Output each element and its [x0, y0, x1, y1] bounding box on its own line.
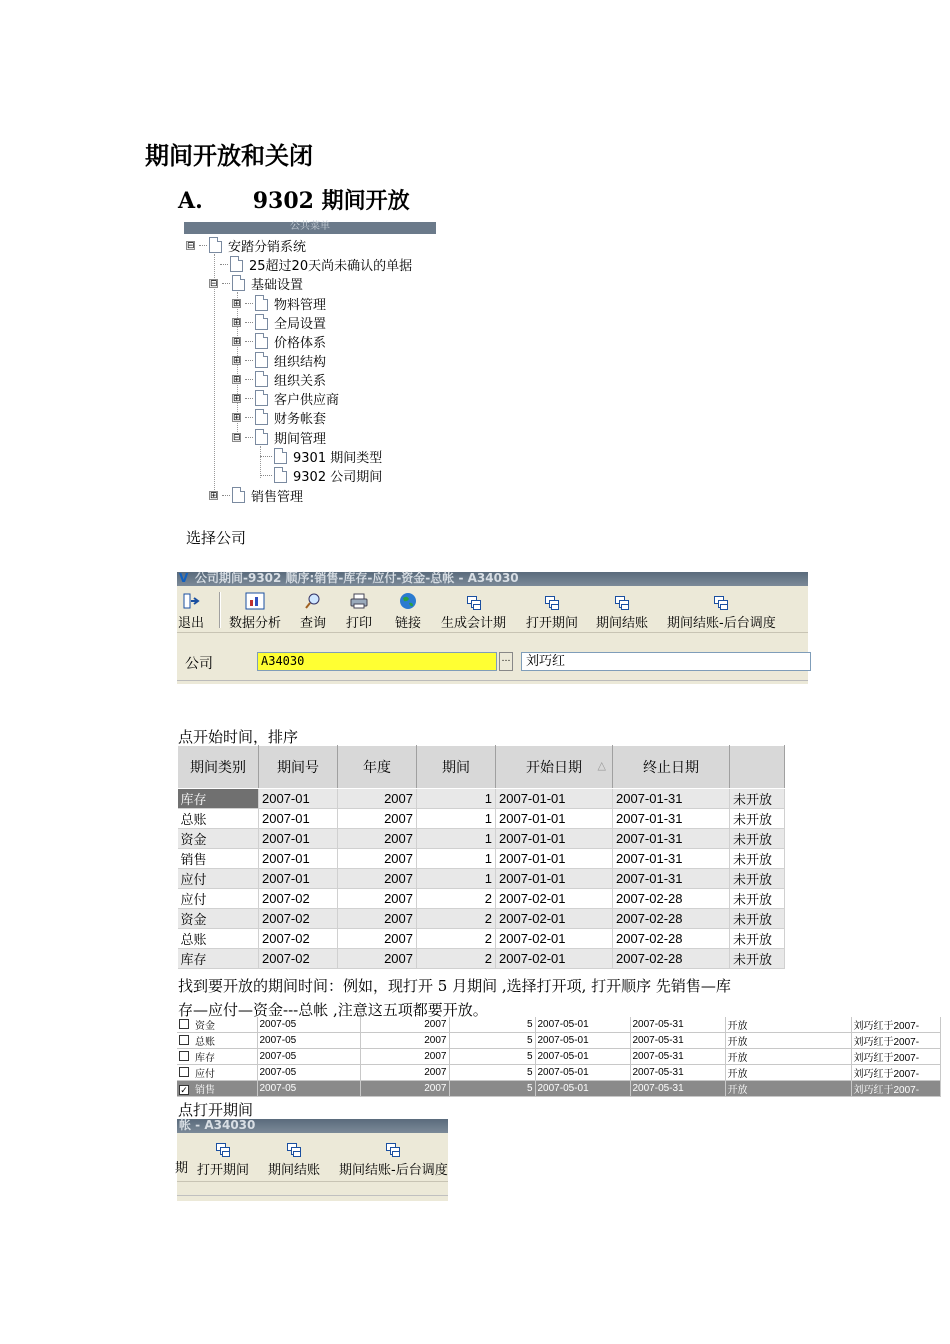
windows-icon: [545, 596, 559, 610]
table-cell: 5: [449, 1081, 535, 1097]
windows-icon: [467, 596, 481, 610]
company-label: 公司: [185, 656, 213, 672]
table-cell: 2007: [360, 1033, 449, 1049]
table-cell: 未开放: [730, 929, 785, 949]
tree-node-pending[interactable]: 25超过20天尚未确认的单据: [220, 255, 412, 273]
period-close-background-button[interactable]: 期间结账-后台调度: [667, 590, 776, 631]
row-checkbox[interactable]: [179, 1067, 189, 1077]
col-header-category[interactable]: 期间类别: [178, 746, 259, 789]
exit-button[interactable]: 退出: [178, 590, 204, 631]
table-cell: 资金: [178, 829, 259, 849]
table-cell-category: [177, 1065, 257, 1081]
table-cell: 2007-02-01: [496, 949, 613, 969]
table-row[interactable]: [177, 1065, 940, 1081]
table-cell: 库存: [178, 789, 259, 809]
table-cell: 2007-05-31: [630, 1081, 725, 1097]
period-close-background-button[interactable]: 期间结账-后台调度: [339, 1137, 448, 1178]
section-text: 9302 期间开放: [252, 188, 410, 214]
tree-node-root[interactable]: ⊟ 安踏分销系统: [186, 236, 306, 254]
table-cell: 应付: [178, 889, 259, 909]
table-cell: 2007-02-01: [496, 929, 613, 949]
table-row[interactable]: [177, 1081, 940, 1097]
document-icon: [230, 256, 243, 272]
open-period-table: [177, 1017, 941, 1097]
table-row[interactable]: [177, 1033, 940, 1049]
section-letter: A.: [178, 188, 203, 214]
company-name-field[interactable]: 刘巧红: [521, 652, 811, 671]
table-cell: 1: [417, 869, 496, 889]
table-cell: 2007-05-01: [535, 1081, 630, 1097]
table-cell: 2007-05: [257, 1081, 360, 1097]
windows-icon: [386, 1143, 400, 1157]
table-cell: 2007-05: [257, 1049, 360, 1065]
data-analysis-button[interactable]: 数据分析: [229, 590, 281, 631]
table-cell: 1: [417, 829, 496, 849]
document-icon: [255, 371, 268, 387]
table-cell: 2007-05-01: [535, 1049, 630, 1065]
expand-icon[interactable]: ⊞: [233, 374, 241, 385]
table-cell: 刘巧红于2007-: [851, 1065, 940, 1081]
tree-node-price[interactable]: ⊞ 价格体系: [232, 332, 326, 350]
tree-node-global[interactable]: ⊞ 全局设置: [232, 313, 326, 331]
table-cell: 总账: [178, 809, 259, 829]
row-checkbox[interactable]: [179, 1035, 189, 1045]
table-cell-text: 资金: [195, 1021, 215, 1032]
company-lookup-button[interactable]: …: [499, 652, 513, 671]
table-cell: 2007-01-31: [613, 789, 730, 809]
tree-node-customer[interactable]: ⊞ 客户供应商: [232, 389, 339, 407]
collapse-icon[interactable]: ⊟: [233, 432, 241, 443]
open-period-button[interactable]: 打开期间: [526, 590, 578, 631]
table-row[interactable]: [178, 809, 785, 829]
document-icon: [274, 467, 287, 483]
windows-icon: [216, 1143, 230, 1157]
chart-icon: [245, 592, 265, 610]
window-title-bar: V 公司期间-9302 顺序:销售-库存-应付-资金-总帐 - A34030: [177, 572, 808, 586]
table-row[interactable]: [177, 1049, 940, 1065]
exit-icon: [182, 592, 200, 610]
document-icon: [255, 429, 268, 445]
tree-node-basic-settings[interactable]: ⊟ 基础设置: [209, 274, 303, 292]
table-row[interactable]: [177, 1017, 940, 1033]
expand-icon[interactable]: ⊞: [233, 298, 241, 309]
document-icon: [255, 409, 268, 425]
table-cell: 2007-01-01: [496, 869, 613, 889]
tree-node-9301[interactable]: 9301 期间类型: [260, 447, 382, 465]
table-row[interactable]: [178, 909, 785, 929]
table-cell: 2007-02: [259, 929, 338, 949]
expand-icon[interactable]: ⊞: [233, 336, 241, 347]
table-cell: 总账: [178, 929, 259, 949]
section-title: [178, 184, 410, 215]
document-icon: [255, 314, 268, 330]
table-cell: 2007-01: [259, 789, 338, 809]
col-header-start-date[interactable]: 开始日期 △: [496, 746, 613, 789]
table-cell: 2007: [360, 1049, 449, 1065]
windows-icon: [615, 596, 629, 610]
period-window: [177, 572, 808, 684]
table-cell: 应付: [178, 869, 259, 889]
table-cell: 2007: [338, 929, 417, 949]
table-cell: 2007-05-31: [630, 1017, 725, 1033]
table-cell: 未开放: [730, 909, 785, 929]
document-icon: [255, 295, 268, 311]
expand-icon[interactable]: ⊞: [233, 412, 241, 423]
table-cell: 2007: [338, 829, 417, 849]
table-cell: 2007: [338, 809, 417, 829]
table-cell: 刘巧红于2007-: [851, 1033, 940, 1049]
table-cell: 刘巧红于2007-: [851, 1049, 940, 1065]
table-cell: 2007-05-31: [630, 1049, 725, 1065]
table-cell-category: [177, 1049, 257, 1065]
instruction-line-1: 找到要开放的期间时间：例如，现打开 5 月期间 ,选择打开项, 打开顺序 先销售—库: [178, 977, 731, 995]
document-icon: [232, 487, 245, 503]
col-header-end-date[interactable]: 终止日期: [613, 746, 730, 789]
table-cell: 销售: [178, 849, 259, 869]
col-header-period[interactable]: 期间: [417, 746, 496, 789]
print-button[interactable]: 打印: [346, 590, 372, 631]
table-cell: 2007-02-28: [613, 889, 730, 909]
table-cell: 2007-01-31: [613, 869, 730, 889]
table-cell: 2007: [338, 849, 417, 869]
table-cell-text: 库存: [195, 1053, 215, 1064]
table-cell: 2007-05: [257, 1017, 360, 1033]
table-row[interactable]: [178, 789, 785, 809]
toolbar: [177, 1133, 448, 1182]
table-cell: 开放: [725, 1017, 851, 1033]
tree-node-org-relation[interactable]: ⊞ 组织关系: [232, 370, 326, 388]
tree-node-material[interactable]: ⊞ 物料管理: [232, 294, 326, 312]
table-cell: 2007-01-31: [613, 829, 730, 849]
row-checkbox[interactable]: [179, 1019, 189, 1029]
period-close-button[interactable]: 期间结账: [268, 1137, 320, 1178]
period-table: [177, 745, 785, 969]
table-row[interactable]: [178, 829, 785, 849]
document-icon: [255, 333, 268, 349]
expand-icon[interactable]: ⊞: [210, 490, 218, 501]
table-cell: 未开放: [730, 889, 785, 909]
link-button[interactable]: 链接: [395, 590, 421, 631]
table-cell: 2007-05-31: [630, 1065, 725, 1081]
table-cell: 2007: [338, 869, 417, 889]
table-cell: 1: [417, 789, 496, 809]
table-row[interactable]: [178, 889, 785, 909]
table-cell: 2007-02: [259, 949, 338, 969]
table-cell-text: 总账: [195, 1037, 215, 1048]
table-cell: 2007-01: [259, 829, 338, 849]
table-cell: 2007-01-31: [613, 809, 730, 829]
row-checkbox[interactable]: ✓: [180, 1085, 188, 1095]
table-cell: 2007: [338, 949, 417, 969]
table-cell: 2007-02: [259, 889, 338, 909]
table-cell: 库存: [178, 949, 259, 969]
table-cell: 未开放: [730, 949, 785, 969]
table-row[interactable]: [178, 869, 785, 889]
table-cell-text: 销售: [195, 1085, 215, 1096]
table-cell-text: 应付: [195, 1069, 215, 1080]
document-icon: [274, 448, 287, 464]
table-cell: 2007-05-01: [535, 1065, 630, 1081]
company-row: [177, 647, 808, 675]
table-cell: 2007-01-01: [496, 809, 613, 829]
tree-node-9302[interactable]: 9302 公司期间: [260, 466, 382, 484]
document-icon: [255, 352, 268, 368]
document-icon: [232, 275, 245, 291]
windows-icon: [287, 1143, 301, 1157]
tree-node-org-structure[interactable]: ⊞ 组织结构: [232, 351, 326, 369]
table-cell: 刘巧红于2007-: [851, 1017, 940, 1033]
cropped-toolbar-window: [177, 1119, 448, 1201]
printer-icon: [349, 592, 369, 610]
caption-select-company: 选择公司: [186, 529, 247, 547]
table-cell: 2007-01-01: [496, 849, 613, 869]
table-cell: 5: [449, 1049, 535, 1065]
table-cell: 资金: [178, 909, 259, 929]
table-cell: 开放: [725, 1033, 851, 1049]
window-title-bar: 帐 - A34030: [177, 1119, 448, 1133]
open-period-button[interactable]: 打开期间: [197, 1137, 249, 1178]
table-cell: 2007: [338, 789, 417, 809]
table-cell: 2007-01-01: [496, 789, 613, 809]
expand-icon[interactable]: ⊞: [233, 393, 241, 404]
company-code-field[interactable]: A34030: [257, 652, 497, 671]
table-cell: 未开放: [730, 829, 785, 849]
table-cell: 5: [449, 1033, 535, 1049]
query-button[interactable]: 查询: [300, 590, 326, 631]
table-cell: 5: [449, 1065, 535, 1081]
table-cell: 2007-02-28: [613, 929, 730, 949]
table-cell: 开放: [725, 1049, 851, 1065]
table-cell: 开放: [725, 1081, 851, 1097]
globe-icon: [399, 592, 417, 610]
collapse-icon[interactable]: ⊟: [210, 278, 218, 289]
table-cell: 2007-05: [257, 1033, 360, 1049]
table-cell: 2007: [338, 909, 417, 929]
table-cell: 2007-02-28: [613, 949, 730, 969]
table-cell: 2007-01: [259, 809, 338, 829]
table-cell: 2: [417, 929, 496, 949]
table-cell: 2007: [338, 889, 417, 909]
table-cell: 2007-02-01: [496, 909, 613, 929]
generate-period-button[interactable]: 期: [175, 1161, 189, 1176]
table-cell: 2007-01: [259, 849, 338, 869]
expand-icon[interactable]: ⊞: [233, 355, 241, 366]
table-cell: 2007: [360, 1065, 449, 1081]
tree-node-sales[interactable]: ⊞ 销售管理: [209, 486, 303, 504]
table-cell: 刘巧红于2007-: [851, 1081, 940, 1097]
tree-node-finance[interactable]: ⊞ 财务帐套: [232, 408, 326, 426]
document-icon: [209, 237, 222, 253]
generate-period-button[interactable]: 生成会计期: [441, 590, 506, 631]
app-logo-icon: V: [179, 571, 189, 585]
table-cell: 2007-01-31: [613, 849, 730, 869]
page-title: 期间开放和关闭: [145, 141, 313, 170]
table-cell: 2007-05-01: [535, 1033, 630, 1049]
table-cell: 2007: [360, 1081, 449, 1097]
table-row[interactable]: [178, 929, 785, 949]
col-header-period-no[interactable]: 期间号: [259, 746, 338, 789]
table-cell: 1: [417, 849, 496, 869]
expand-icon[interactable]: ⊞: [233, 317, 241, 328]
collapse-icon[interactable]: ⊟: [187, 240, 195, 251]
table-header: [178, 746, 785, 789]
table-cell: 2007-02-28: [613, 909, 730, 929]
table-cell: 开放: [725, 1065, 851, 1081]
menu-tree: [184, 222, 436, 506]
table-cell: 5: [449, 1017, 535, 1033]
toolbar: [177, 586, 808, 633]
table-cell: 2007-02: [259, 909, 338, 929]
table-cell: 未开放: [730, 849, 785, 869]
table-cell: 2007-05: [257, 1065, 360, 1081]
table-cell: 未开放: [730, 869, 785, 889]
tree-node-period-mgmt[interactable]: ⊟ 期间管理: [232, 428, 326, 446]
table-cell: 2: [417, 909, 496, 929]
table-cell: 2007-05-01: [535, 1017, 630, 1033]
table-cell: 2: [417, 889, 496, 909]
search-icon: [304, 592, 322, 610]
table-cell-category: [177, 1033, 257, 1049]
windows-icon: [714, 596, 728, 610]
table-cell: 未开放: [730, 789, 785, 809]
table-cell: 未开放: [730, 809, 785, 829]
table-cell: 1: [417, 809, 496, 829]
tree-panel-title: 公共菜单: [184, 222, 436, 234]
table-cell: 2007-05-31: [630, 1033, 725, 1049]
table-cell: 2007: [360, 1017, 449, 1033]
table-cell: 2007-01: [259, 869, 338, 889]
caption-click-open: 点打开期间: [178, 1101, 254, 1119]
table-cell-category: [177, 1081, 257, 1097]
table-row[interactable]: [178, 949, 785, 969]
period-close-button[interactable]: 期间结账: [596, 590, 648, 631]
row-checkbox[interactable]: [179, 1051, 189, 1061]
table-row[interactable]: [178, 849, 785, 869]
table-cell: 2: [417, 949, 496, 969]
col-header-status[interactable]: [730, 746, 785, 789]
table-cell-category: [177, 1017, 257, 1033]
caption-sort: 点开始时间，排序: [178, 728, 299, 746]
sort-arrow-icon: △: [597, 759, 606, 772]
document-icon: [255, 390, 268, 406]
table-cell: 2007-02-01: [496, 889, 613, 909]
col-header-year[interactable]: 年度: [338, 746, 417, 789]
instruction-line-2: 存—应付—资金---总帐 ,注意这五项都要开放。: [178, 1001, 488, 1019]
table-cell: 2007-01-01: [496, 829, 613, 849]
